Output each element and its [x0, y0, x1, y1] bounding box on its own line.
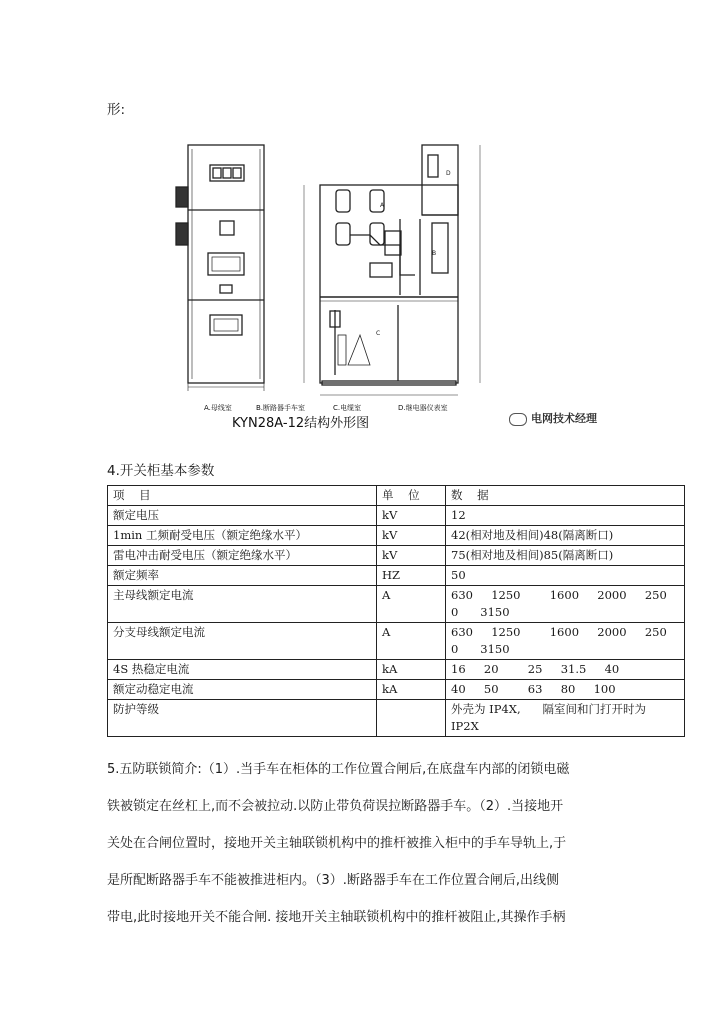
- row-data-line: 50: [451, 568, 466, 582]
- row-data: [446, 623, 685, 660]
- wechat-icon: [509, 413, 527, 426]
- table-row: [108, 586, 685, 623]
- header-item: 项 目: [108, 486, 377, 506]
- row-unit: kV: [377, 506, 446, 526]
- section-5-line: 是所配断路器手车不能被推进柜内。（3）.断路器手车在工作位置合闸后,出线侧: [107, 873, 560, 888]
- row-unit: A: [377, 586, 446, 623]
- row-data-line: 630 1250 1600 2000 250: [451, 625, 667, 639]
- table-row: [108, 660, 685, 680]
- figure-caption: KYN28A-12结构外形图: [232, 416, 370, 431]
- row-data: [446, 660, 685, 680]
- table-row: [108, 566, 685, 586]
- table-row: [108, 506, 685, 526]
- row-unit: kV: [377, 526, 446, 546]
- row-data-line: 42(相对地及相间)48(隔离断口): [451, 528, 614, 542]
- table-header-row: [108, 486, 685, 506]
- row-item: 额定动稳定电流: [108, 680, 377, 700]
- intro-fragment: 形:: [107, 102, 126, 118]
- row-item: 额定频率: [108, 566, 377, 586]
- table-row: [108, 700, 685, 737]
- watermark: [509, 410, 597, 426]
- label-B: B.断路器手车室: [256, 404, 306, 412]
- section-5-line: 带电,此时接地开关不能合闸. 接地开关主轴联锁机构中的推杆被阻止,其操作手柄: [107, 910, 566, 925]
- parameters-table: [107, 485, 685, 737]
- row-unit: kA: [377, 660, 446, 680]
- table-row: [108, 526, 685, 546]
- row-data-line: 75(相对地及相间)85(隔离断口): [451, 548, 614, 562]
- row-unit: kV: [377, 546, 446, 566]
- label-D: D.继电器仪表室: [398, 404, 448, 412]
- row-data: [446, 680, 685, 700]
- row-item: 主母线额定电流: [108, 586, 377, 623]
- row-data-line: 630 1250 1600 2000 250: [451, 588, 667, 602]
- section-5-line: 关处在合闸位置时，接地开关主轴联锁机构中的推杆被推入柜中的手车导轨上,于: [107, 836, 567, 851]
- row-unit: [377, 700, 446, 737]
- row-data-line: IP2X: [451, 719, 479, 733]
- label-C: C.电缆室: [333, 404, 362, 412]
- row-unit: kA: [377, 680, 446, 700]
- label-A: A.母线室: [204, 404, 232, 412]
- table-row: [108, 623, 685, 660]
- header-data: 数 据: [446, 486, 685, 506]
- row-data-line: 0 3150: [451, 605, 510, 619]
- row-item: 1min 工频耐受电压（额定绝缘水平）: [108, 526, 377, 546]
- section-4-heading: 4.开关柜基本参数: [107, 463, 215, 479]
- row-data-line: 40 50 63 80 100: [451, 682, 616, 696]
- row-data: [446, 566, 685, 586]
- row-item: 分支母线额定电流: [108, 623, 377, 660]
- row-item: 4S 热稳定电流: [108, 660, 377, 680]
- row-data-line: 16 20 25 31.5 40: [451, 662, 620, 676]
- section-5-line: 5.五防联锁简介:（1）.当手车在柜体的工作位置合闸后,在底盘车内部的闭锁电磁: [107, 762, 570, 777]
- row-data: [446, 586, 685, 623]
- row-data: [446, 546, 685, 566]
- table-row: [108, 546, 685, 566]
- row-unit: A: [377, 623, 446, 660]
- row-data: [446, 526, 685, 546]
- table-row: [108, 680, 685, 700]
- header-unit: 单 位: [377, 486, 446, 506]
- row-data-line: 0 3150: [451, 642, 510, 656]
- compartment-letter-B: B: [432, 250, 437, 257]
- row-unit: HZ: [377, 566, 446, 586]
- row-item: 雷电冲击耐受电压（额定绝缘水平）: [108, 546, 377, 566]
- row-item: 额定电压: [108, 506, 377, 526]
- row-data: [446, 700, 685, 737]
- cabinet-figure: [170, 135, 500, 435]
- watermark-text: 电网技术经理: [531, 412, 597, 425]
- row-data: [446, 506, 685, 526]
- row-item: 防护等级: [108, 700, 377, 737]
- compartment-letter-A: A: [380, 202, 385, 209]
- section-5-line: 铁被锁定在丝杠上,而不会被拉动.以防止带负荷误拉断路器手车。（2）.当接地开: [107, 799, 564, 814]
- row-data-line: 外壳为 IP4X, 隔室间和门打开时为: [451, 702, 647, 716]
- row-data-line: 12: [451, 508, 466, 522]
- compartment-letter-C: C: [376, 330, 381, 337]
- compartment-letter-D: D: [446, 170, 451, 177]
